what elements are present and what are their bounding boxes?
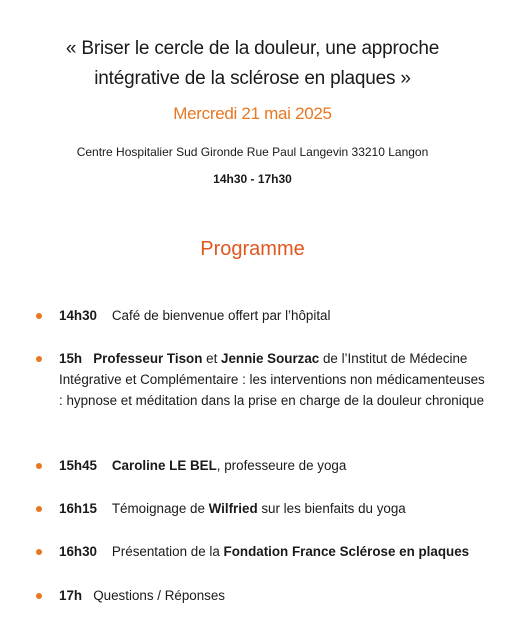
event-title-line-2: intégrative de la sclérose en plaques » <box>94 68 411 89</box>
item-speaker: Wilfried <box>208 501 258 516</box>
bullet-icon <box>36 549 42 555</box>
item-speaker: Caroline LE BEL <box>111 458 217 473</box>
programme-item <box>59 585 489 606</box>
bullet-icon <box>36 463 42 469</box>
item-speaker: Fondation France Sclérose en plaques <box>223 544 470 559</box>
item-joiner: et <box>202 351 222 366</box>
item-time: 15h <box>59 351 83 366</box>
item-speaker: Jennie Sourzac <box>221 351 320 366</box>
bullet-icon <box>36 506 42 512</box>
item-time: 14h30 <box>59 308 97 323</box>
item-text: Questions / Réponses <box>93 588 225 603</box>
item-time: 16h15 <box>59 501 97 516</box>
event-title-line-1: « Briser le cercle de la douleur, une approche <box>65 38 440 59</box>
programme-item <box>59 455 489 476</box>
item-text: sur les bienfaits du yoga <box>257 501 406 516</box>
bullet-icon <box>36 593 42 599</box>
item-time: 16h30 <box>59 544 97 559</box>
programme-item <box>59 541 489 562</box>
item-time: 17h <box>59 588 83 603</box>
event-date: Mercredi 21 mai 2025 <box>173 104 332 123</box>
programme-item <box>59 305 489 326</box>
programme-heading: Programme <box>200 238 305 260</box>
programme-item <box>59 348 489 411</box>
bullet-icon <box>36 313 42 319</box>
item-pre: Présentation de la <box>111 544 224 559</box>
item-pre: Témoignage de <box>111 501 209 516</box>
programme-item <box>59 498 489 519</box>
event-venue: Centre Hospitalier Sud Gironde Rue Paul Langevin 33210 Langon <box>76 145 429 159</box>
item-time: 15h45 <box>59 458 97 473</box>
item-text: , professeure de yoga <box>216 458 347 473</box>
item-text: de l’Institut de Médecine Intégrative et Complémentaire : les interventions non médicamenteuses : hypnose et méditation dans la prise en charge de la douleur chronique <box>59 351 485 408</box>
bullet-icon <box>36 356 42 362</box>
item-speaker: Professeur Tison <box>93 351 203 366</box>
event-hours: 14h30 - 17h30 <box>213 172 292 186</box>
item-text: Café de bienvenue offert par l’hôpital <box>111 308 331 323</box>
